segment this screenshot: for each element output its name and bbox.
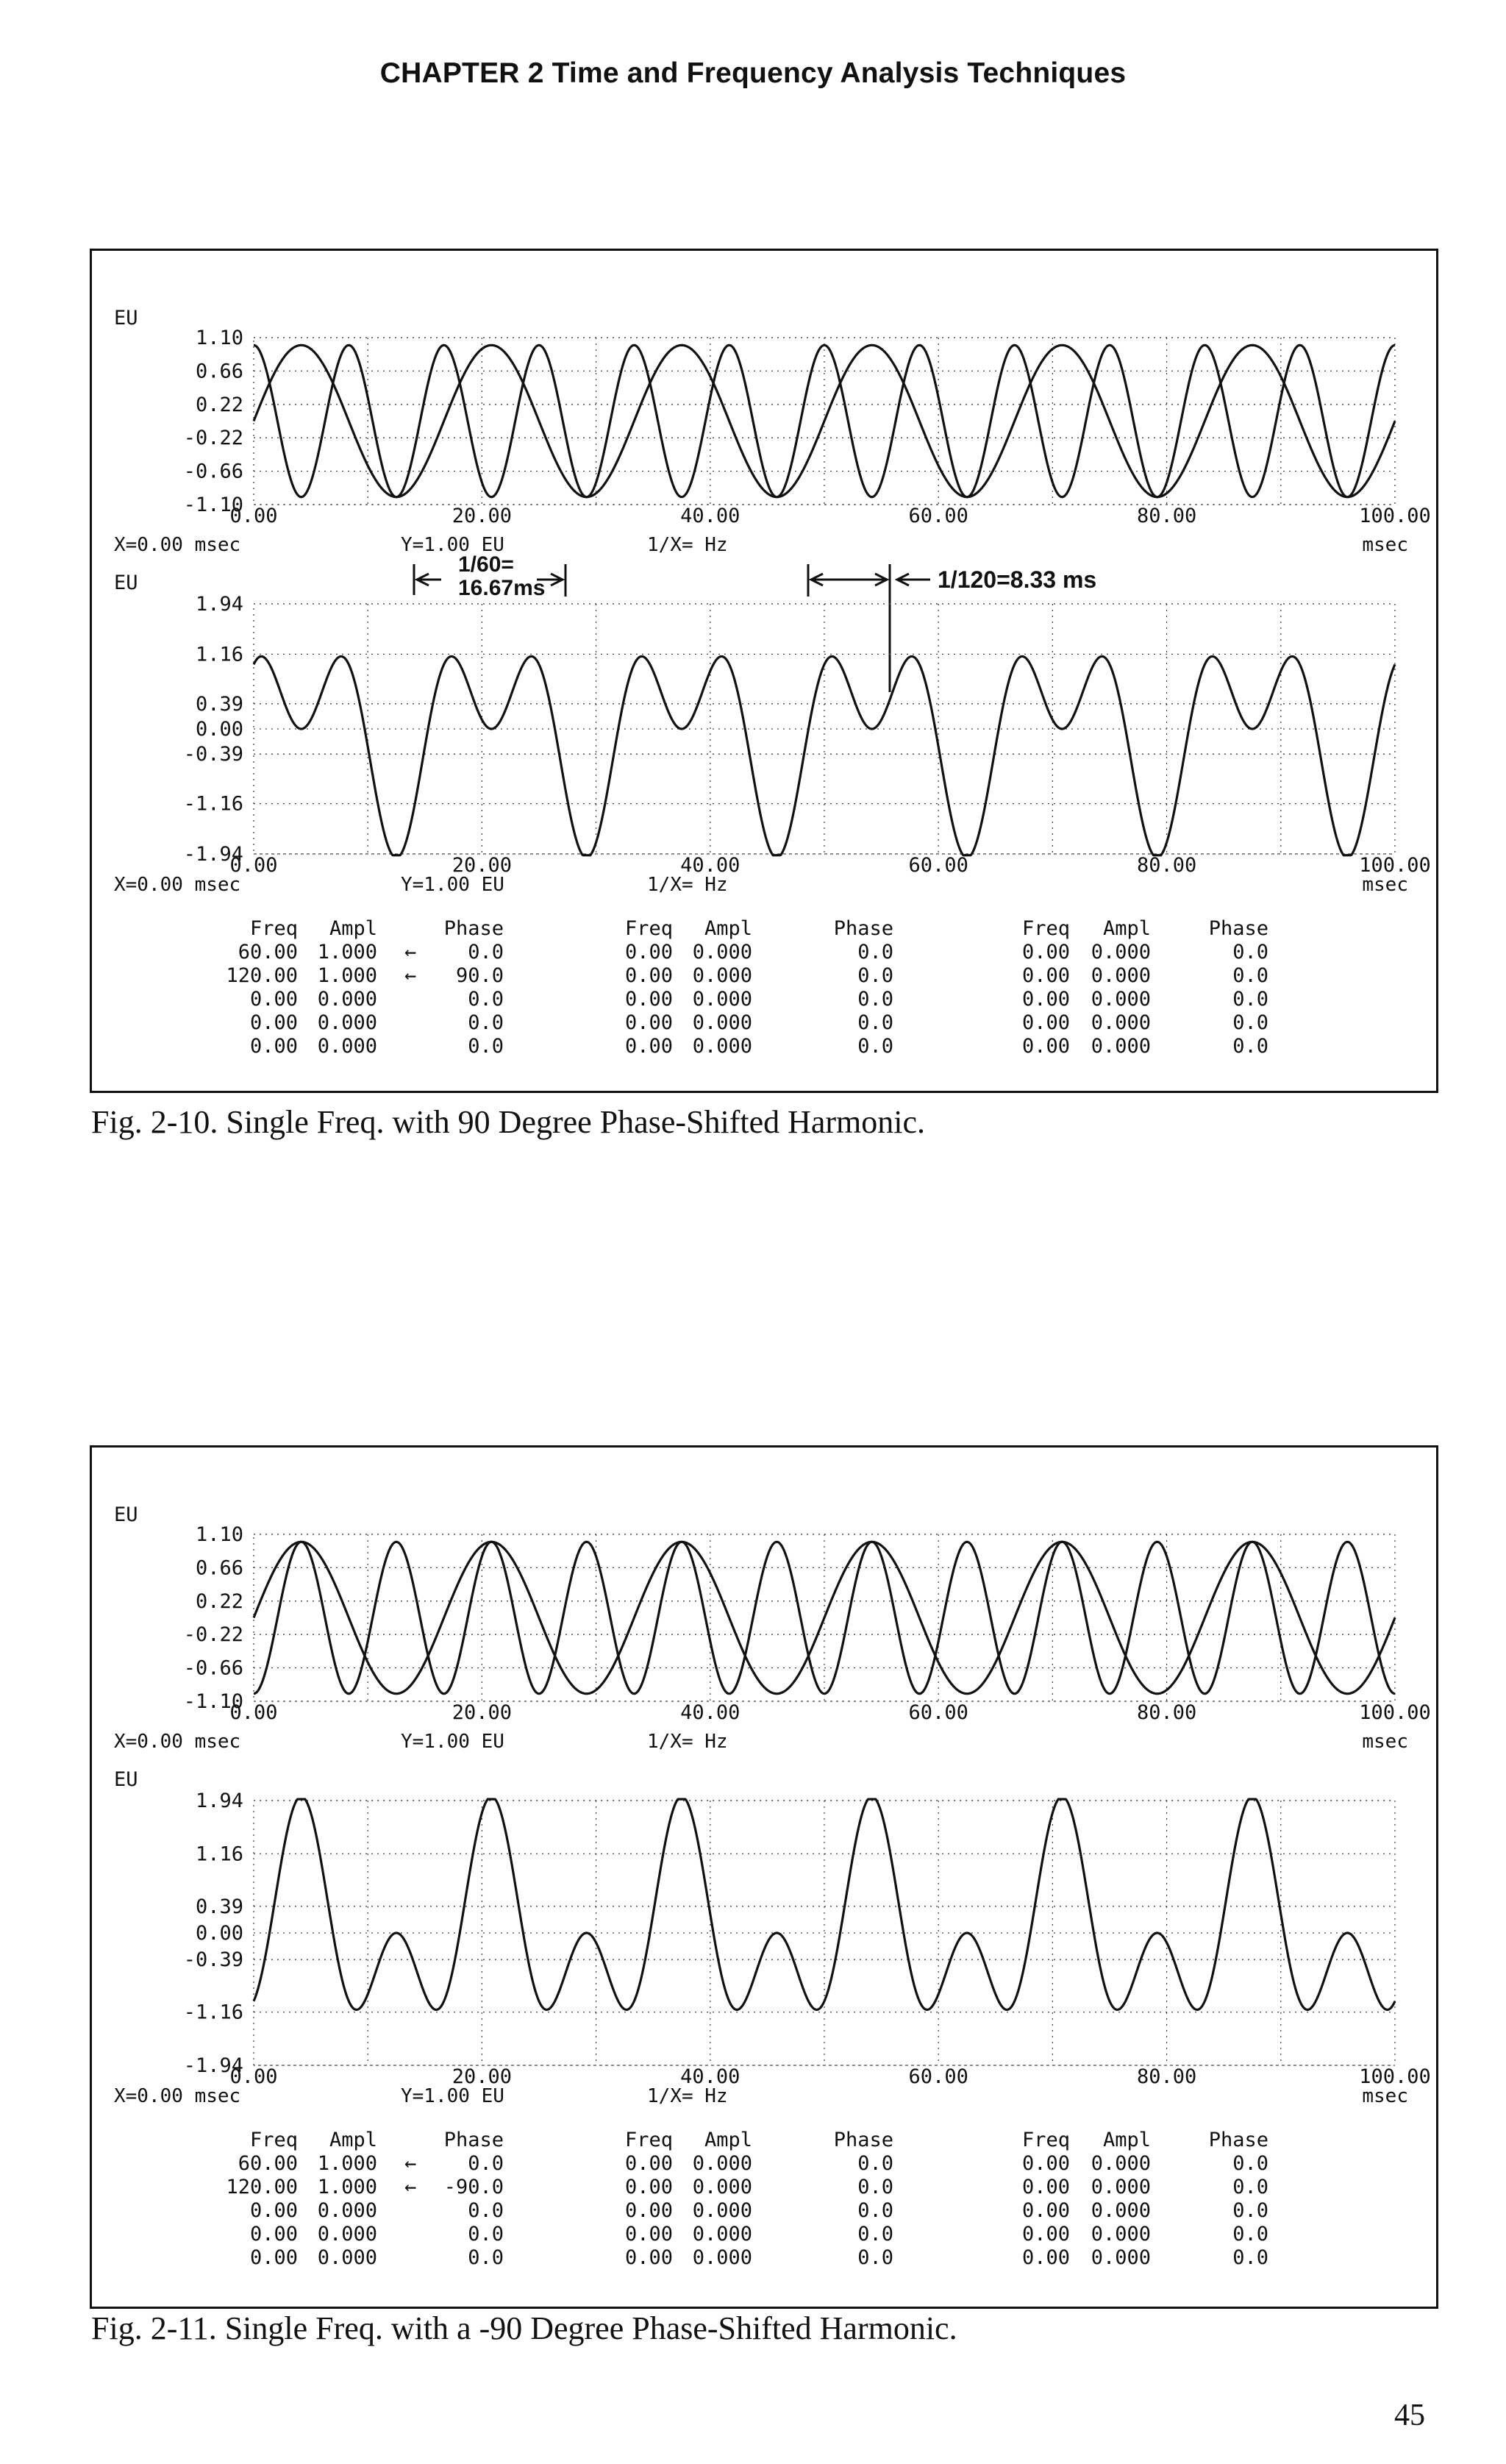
table-cell: 0.00 bbox=[624, 964, 673, 987]
table-cell: 0.000 bbox=[692, 941, 752, 964]
table-cell: 0.000 bbox=[317, 1035, 377, 1058]
table-cell: 0.0 bbox=[1232, 964, 1268, 987]
table-cell: 60.00 bbox=[238, 2152, 298, 2175]
y-tick: 1.94 bbox=[195, 1790, 243, 1812]
table-header: Ampl bbox=[704, 917, 752, 940]
x-tick: 100.00 bbox=[1359, 854, 1431, 877]
table-cell: 0.0 bbox=[857, 1035, 893, 1058]
x-tick: 80.00 bbox=[1136, 854, 1197, 877]
table-cell: 1.000 bbox=[317, 2176, 377, 2198]
y-tick: 1.10 bbox=[195, 327, 243, 349]
table-cell: 0.0 bbox=[1232, 2223, 1268, 2246]
table-cell: 0.00 bbox=[624, 1011, 673, 1034]
table-cell: 0.0 bbox=[468, 1011, 504, 1034]
readout-x: X=0.00 msec bbox=[114, 2085, 241, 2107]
table-header: Ampl bbox=[329, 917, 377, 940]
active-row-arrow: ← bbox=[404, 2176, 417, 2198]
table-cell: 0.00 bbox=[1021, 1035, 1070, 1058]
y-tick: 0.00 bbox=[195, 718, 243, 741]
y-tick: -0.22 bbox=[183, 1623, 243, 1647]
table-cell: 0.0 bbox=[1232, 2152, 1268, 2175]
x-tick: 60.00 bbox=[908, 2065, 968, 2088]
table-cell: 0.00 bbox=[249, 1011, 298, 1034]
x-unit: msec bbox=[1362, 534, 1408, 556]
readout-freq: 1/X= Hz bbox=[647, 534, 728, 556]
table-header: Phase bbox=[833, 2129, 893, 2151]
table-cell: 0.00 bbox=[1021, 2176, 1070, 2198]
y-tick: -0.39 bbox=[183, 743, 243, 766]
table-cell: 0.00 bbox=[624, 988, 673, 1011]
x-unit: msec bbox=[1362, 1731, 1408, 1753]
y-tick: 1.16 bbox=[195, 1842, 243, 1866]
table-cell: 0.00 bbox=[1021, 1011, 1070, 1034]
x-tick: 20.00 bbox=[452, 505, 513, 527]
parameter-table bbox=[226, 917, 1268, 1058]
table-cell: 0.00 bbox=[1021, 988, 1070, 1011]
readout-y: Y=1.00 EU bbox=[401, 874, 504, 896]
plot-area bbox=[254, 338, 1395, 505]
table-header: Freq bbox=[249, 917, 298, 940]
readout-y: Y=1.00 EU bbox=[401, 534, 504, 556]
table-cell: 0.00 bbox=[249, 2246, 298, 2269]
active-row-arrow: ← bbox=[404, 964, 417, 987]
table-cell: 0.000 bbox=[1091, 941, 1151, 964]
top-plot-x-ticks bbox=[229, 1701, 1430, 1724]
table-cell: 0.000 bbox=[1091, 2199, 1151, 2222]
table-cell: 1.000 bbox=[317, 941, 377, 964]
active-row-arrow: ← bbox=[404, 2152, 417, 2175]
table-cell: 0.000 bbox=[692, 2199, 752, 2222]
plot-area bbox=[254, 1799, 1395, 2065]
table-cell: 0.0 bbox=[857, 964, 893, 987]
y-tick: 0.39 bbox=[195, 692, 243, 716]
table-cell: 0.0 bbox=[468, 2152, 504, 2175]
readout-y: Y=1.00 EU bbox=[401, 2085, 504, 2107]
plot-area bbox=[254, 1534, 1395, 1701]
table-header: Freq bbox=[624, 917, 673, 940]
table-cell: 120.00 bbox=[226, 2176, 298, 2198]
table-cell: 0.000 bbox=[692, 2152, 752, 2175]
x-tick: 60.00 bbox=[908, 505, 968, 527]
readout-x: X=0.00 msec bbox=[114, 874, 241, 896]
table-cell: 0.00 bbox=[624, 2152, 673, 2175]
table-cell: 0.00 bbox=[624, 2176, 673, 2198]
table-cell: 0.000 bbox=[692, 964, 752, 987]
y-tick: 1.16 bbox=[195, 643, 243, 666]
x-tick: 0.00 bbox=[229, 505, 278, 527]
table-cell: 1.000 bbox=[317, 964, 377, 987]
table-cell: 0.00 bbox=[1021, 2246, 1070, 2269]
x-unit: msec bbox=[1362, 874, 1408, 896]
period-a-label-1: 1/60= bbox=[458, 552, 514, 577]
top-plot-y-ticks bbox=[184, 1523, 243, 1713]
table-cell: 0.0 bbox=[468, 1035, 504, 1058]
figure-2-11-plots bbox=[92, 1448, 1436, 2307]
table-cell: 0.000 bbox=[317, 988, 377, 1011]
table-cell: 0.000 bbox=[1091, 2223, 1151, 2246]
x-tick: 0.00 bbox=[229, 854, 278, 877]
table-cell: 0.000 bbox=[1091, 1035, 1151, 1058]
y-tick: 0.66 bbox=[195, 360, 243, 383]
top-plot bbox=[114, 1503, 1431, 1753]
table-cell: 0.000 bbox=[1091, 988, 1151, 1011]
table-cell: 0.00 bbox=[249, 2223, 298, 2246]
x-tick: 60.00 bbox=[908, 1701, 968, 1724]
table-cell: 0.00 bbox=[1021, 2199, 1070, 2222]
figure-2-10 bbox=[90, 249, 1438, 1093]
table-cell: 0.0 bbox=[468, 941, 504, 964]
x-tick: 20.00 bbox=[452, 2065, 513, 2088]
page-header: CHAPTER 2 Time and Frequency Analysis Techniques bbox=[379, 57, 1127, 89]
table-cell: 0.0 bbox=[857, 941, 893, 964]
table-cell: 60.00 bbox=[238, 941, 298, 964]
table-cell: 0.000 bbox=[692, 1011, 752, 1034]
table-cell: 0.0 bbox=[1232, 2176, 1268, 2198]
table-cell: 0.00 bbox=[1021, 2152, 1070, 2175]
table-cell: 0.00 bbox=[624, 1035, 673, 1058]
top-plot-x-ticks bbox=[229, 505, 1430, 527]
table-header: Freq bbox=[1021, 917, 1070, 940]
table-header: Phase bbox=[1208, 2129, 1268, 2151]
table-cell: 0.000 bbox=[692, 1035, 752, 1058]
table-cell: 0.000 bbox=[317, 2223, 377, 2246]
x-tick: 100.00 bbox=[1359, 2065, 1431, 2088]
readout-freq: 1/X= Hz bbox=[647, 874, 728, 896]
table-header: Ampl bbox=[1102, 2129, 1151, 2151]
table-cell: 0.000 bbox=[317, 2246, 377, 2269]
table-header: Phase bbox=[1208, 917, 1268, 940]
table-cell: 0.0 bbox=[857, 2176, 893, 2198]
table-cell: 0.0 bbox=[857, 2246, 893, 2269]
table-cell: 120.00 bbox=[226, 964, 298, 987]
table-cell: 0.0 bbox=[1232, 2199, 1268, 2222]
table-cell: 0.00 bbox=[249, 2199, 298, 2222]
active-row-arrow: ← bbox=[404, 941, 417, 964]
readout-x: X=0.00 msec bbox=[114, 1731, 241, 1753]
y-tick: -1.94 bbox=[183, 2054, 243, 2077]
top-plot bbox=[114, 307, 1431, 556]
table-cell: 0.000 bbox=[317, 2199, 377, 2222]
table-cell: 0.0 bbox=[857, 2152, 893, 2175]
table-cell: 90.0 bbox=[455, 964, 504, 987]
table-header: Ampl bbox=[704, 2129, 752, 2151]
signal-trace bbox=[254, 656, 1395, 855]
table-cell: 0.00 bbox=[1021, 2223, 1070, 2246]
table-header: Ampl bbox=[1102, 917, 1151, 940]
top-plot-y-ticks bbox=[184, 327, 243, 516]
x-tick: 40.00 bbox=[680, 854, 740, 877]
table-cell: 0.00 bbox=[624, 2246, 673, 2269]
y-tick: -1.10 bbox=[183, 1690, 243, 1713]
x-tick: 40.00 bbox=[680, 1701, 740, 1724]
table-header: Phase bbox=[833, 917, 893, 940]
x-tick: 100.00 bbox=[1359, 1701, 1431, 1724]
x-tick: 0.00 bbox=[229, 2065, 278, 2088]
table-cell: 0.000 bbox=[1091, 2176, 1151, 2198]
x-tick: 80.00 bbox=[1136, 505, 1197, 527]
table-cell: 0.0 bbox=[1232, 988, 1268, 1011]
table-header: Ampl bbox=[329, 2129, 377, 2151]
bottom-plot-unit: EU bbox=[114, 1768, 138, 1791]
top-plot-unit: EU bbox=[114, 1503, 138, 1526]
figure-2-10-caption: Fig. 2-10. Single Freq. with 90 Degree Phase-Shifted Harmonic. bbox=[91, 1104, 926, 1140]
table-header: Phase bbox=[443, 2129, 504, 2151]
page-number: 45 bbox=[1394, 2399, 1425, 2432]
readout-freq: 1/X= Hz bbox=[647, 1731, 728, 1753]
y-tick: -1.16 bbox=[183, 2001, 243, 2024]
y-tick: -1.16 bbox=[183, 792, 243, 816]
table-cell: 0.0 bbox=[857, 988, 893, 1011]
y-tick: 0.22 bbox=[195, 393, 243, 416]
period-b-label: 1/120=8.33 ms bbox=[938, 566, 1097, 593]
table-cell: 0.00 bbox=[1021, 964, 1070, 987]
x-tick: 60.00 bbox=[908, 854, 968, 877]
y-tick: 0.66 bbox=[195, 1556, 243, 1580]
bottom-plot-unit: EU bbox=[114, 572, 138, 594]
table-cell: 0.000 bbox=[692, 2223, 752, 2246]
bottom-plot-y-ticks bbox=[184, 1790, 243, 2077]
x-tick: 80.00 bbox=[1136, 2065, 1197, 2088]
table-cell: 0.0 bbox=[468, 2223, 504, 2246]
parameter-table bbox=[226, 2129, 1268, 2269]
y-tick: -1.10 bbox=[183, 494, 243, 516]
table-cell: 0.0 bbox=[857, 2199, 893, 2222]
table-cell: 0.0 bbox=[1232, 1035, 1268, 1058]
table-cell: 0.000 bbox=[692, 2246, 752, 2269]
table-header: Phase bbox=[443, 917, 504, 940]
y-tick: 1.94 bbox=[195, 593, 243, 616]
x-tick: 40.00 bbox=[680, 505, 740, 527]
table-cell: 0.0 bbox=[1232, 2246, 1268, 2269]
bottom-plot bbox=[114, 572, 1431, 896]
x-tick: 0.00 bbox=[229, 1701, 278, 1724]
table-cell: 0.00 bbox=[1021, 941, 1070, 964]
table-cell: 0.0 bbox=[468, 2199, 504, 2222]
table-cell: 0.0 bbox=[857, 2223, 893, 2246]
x-unit: msec bbox=[1362, 2085, 1408, 2107]
table-header: Freq bbox=[624, 2129, 673, 2151]
readout-x: X=0.00 msec bbox=[114, 534, 241, 556]
table-cell: 0.000 bbox=[1091, 1011, 1151, 1034]
readout-y: Y=1.00 EU bbox=[401, 1731, 504, 1753]
period-annotations bbox=[414, 552, 1096, 692]
table-cell: 0.0 bbox=[1232, 1011, 1268, 1034]
table-cell: 0.00 bbox=[249, 988, 298, 1011]
x-tick: 20.00 bbox=[452, 1701, 513, 1724]
y-tick: -0.39 bbox=[183, 1948, 243, 1972]
x-tick: 40.00 bbox=[680, 2065, 740, 2088]
x-tick: 20.00 bbox=[452, 854, 513, 877]
table-cell: 0.00 bbox=[624, 2223, 673, 2246]
figure-2-10-plots bbox=[92, 251, 1436, 1091]
readout-freq: 1/X= Hz bbox=[647, 2085, 728, 2107]
table-cell: 0.000 bbox=[317, 1011, 377, 1034]
top-plot-unit: EU bbox=[114, 307, 138, 330]
table-cell: 0.000 bbox=[1091, 964, 1151, 987]
table-cell: 0.0 bbox=[857, 1011, 893, 1034]
y-tick: -0.66 bbox=[183, 1656, 243, 1680]
y-tick: -0.22 bbox=[183, 427, 243, 450]
table-header: Freq bbox=[1021, 2129, 1070, 2151]
period-a-label-2: 16.67ms bbox=[458, 576, 546, 600]
y-tick: 0.22 bbox=[195, 1589, 243, 1613]
table-cell: 0.00 bbox=[624, 941, 673, 964]
y-tick: 0.39 bbox=[195, 1895, 243, 1918]
table-cell: 0.0 bbox=[468, 988, 504, 1011]
table-cell: 0.000 bbox=[692, 988, 752, 1011]
table-header: Freq bbox=[249, 2129, 298, 2151]
table-cell: 0.00 bbox=[624, 2199, 673, 2222]
y-tick: -1.94 bbox=[183, 843, 243, 866]
figure-2-11-caption: Fig. 2-11. Single Freq. with a -90 Degree Phase-Shifted Harmonic. bbox=[91, 2310, 957, 2346]
table-cell: 0.000 bbox=[1091, 2152, 1151, 2175]
table-cell: -90.0 bbox=[443, 2176, 504, 2198]
y-tick: 0.00 bbox=[195, 1922, 243, 1945]
y-tick: -0.66 bbox=[183, 460, 243, 483]
plot-area bbox=[254, 604, 1395, 855]
x-tick: 100.00 bbox=[1359, 505, 1431, 527]
y-tick: 1.10 bbox=[195, 1523, 243, 1546]
table-cell: 1.000 bbox=[317, 2152, 377, 2175]
table-cell: 0.0 bbox=[1232, 941, 1268, 964]
table-cell: 0.000 bbox=[1091, 2246, 1151, 2269]
bottom-plot-y-ticks bbox=[184, 593, 243, 866]
figure-2-11 bbox=[90, 1445, 1438, 2309]
table-cell: 0.000 bbox=[692, 2176, 752, 2198]
x-tick: 80.00 bbox=[1136, 1701, 1197, 1724]
table-cell: 0.00 bbox=[249, 1035, 298, 1058]
table-cell: 0.0 bbox=[468, 2246, 504, 2269]
